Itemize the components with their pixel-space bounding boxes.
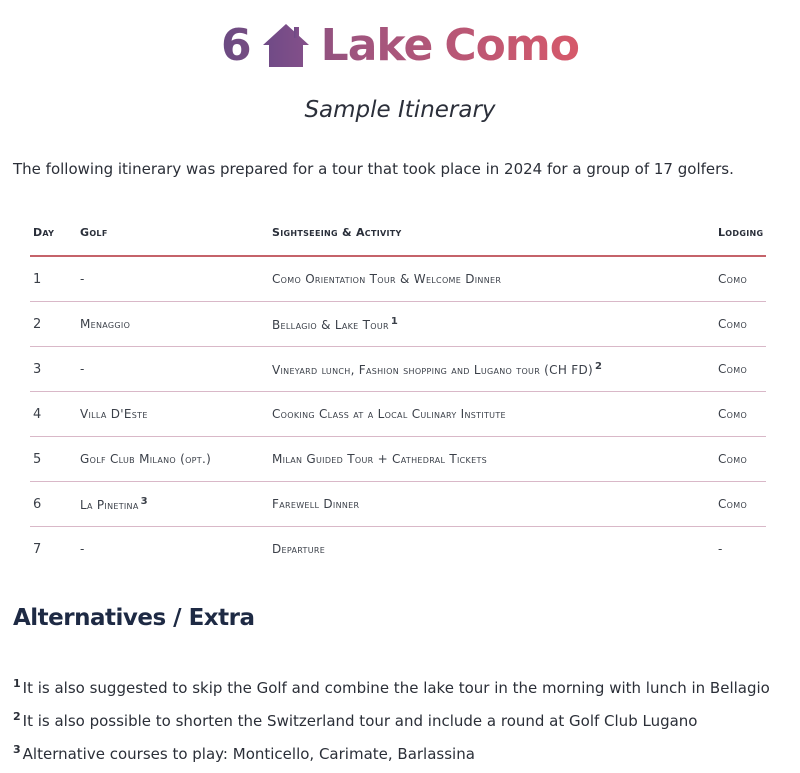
table-row <box>30 347 766 392</box>
footnote <box>13 672 770 705</box>
cell-golf <box>77 392 269 437</box>
cell-lodging <box>715 302 766 347</box>
header-golf: Golf <box>77 210 269 256</box>
cell-sightseeing <box>269 347 715 392</box>
header-lodging: Lodging <box>715 210 766 256</box>
table-header-row <box>30 210 766 256</box>
cell-sightseeing-text: Como Orientation Tour & Welcome Dinner <box>272 272 502 286</box>
cell-lodging-text: Como <box>718 452 748 466</box>
cell-day <box>30 256 77 302</box>
footnote-marker: 1 <box>390 316 399 327</box>
footnote-marker: 3 <box>140 496 148 507</box>
cell-golf-text: La Pinetina <box>80 498 139 512</box>
header-day: Day <box>30 210 77 256</box>
cell-day-text: 4 <box>33 406 42 422</box>
table-row <box>30 482 766 527</box>
cell-sightseeing <box>269 437 715 482</box>
cell-sightseeing-text: Vineyard lunch, Fashion shopping and Lugano tour (CH FD) <box>272 363 594 377</box>
cell-day-text: 3 <box>33 361 42 377</box>
cell-sightseeing-text: Cooking Class at a Local Culinary Institute <box>272 407 506 421</box>
cell-golf <box>77 302 269 347</box>
cell-lodging-text: Como <box>718 362 748 376</box>
cell-lodging-text: Como <box>718 317 748 331</box>
cell-golf-text: - <box>80 542 85 556</box>
cell-day-text: 7 <box>33 541 42 557</box>
cell-day <box>30 527 77 572</box>
cell-lodging <box>715 527 766 572</box>
cell-day-text: 5 <box>33 451 42 467</box>
cell-lodging-text: Como <box>718 497 748 511</box>
cell-day <box>30 302 77 347</box>
cell-lodging <box>715 392 766 437</box>
cell-golf <box>77 482 269 527</box>
table-row <box>30 256 766 302</box>
header-sightseeing: Sightseeing & Activity <box>269 210 715 256</box>
cell-golf <box>77 347 269 392</box>
cell-sightseeing-text: Bellagio & Lake Tour <box>272 318 389 332</box>
cell-sightseeing <box>269 302 715 347</box>
footnote-number: 1 <box>13 677 21 690</box>
cell-sightseeing <box>269 256 715 302</box>
cell-lodging <box>715 347 766 392</box>
cell-golf <box>77 527 269 572</box>
table-row <box>30 302 766 347</box>
itinerary-rows <box>30 256 766 571</box>
footnote-number: 3 <box>13 743 21 756</box>
cell-golf-text: - <box>80 272 85 286</box>
subtitle: Sample Itinerary <box>304 97 496 123</box>
house-icon <box>261 21 311 69</box>
title-number: 6 <box>221 19 251 71</box>
footnote-number: 2 <box>13 710 21 723</box>
itinerary-table <box>30 210 766 571</box>
cell-day <box>30 392 77 437</box>
footnote-marker: 2 <box>595 361 603 372</box>
cell-golf <box>77 437 269 482</box>
title-word-como: Como <box>444 19 579 71</box>
cell-sightseeing-text: Milan Guided Tour + Cathedral Tickets <box>272 452 488 466</box>
cell-sightseeing <box>269 527 715 572</box>
cell-day <box>30 482 77 527</box>
cell-lodging <box>715 482 766 527</box>
cell-sightseeing-text: Farewell Dinner <box>272 497 360 511</box>
cell-golf-text: Golf Club Milano (opt.) <box>80 452 212 466</box>
cell-golf <box>77 256 269 302</box>
title-word-lake: Lake <box>320 19 433 71</box>
cell-sightseeing-text: Departure <box>272 542 326 556</box>
cell-lodging <box>715 256 766 302</box>
table-row <box>30 392 766 437</box>
page-header <box>0 16 800 74</box>
table-row <box>30 527 766 572</box>
cell-sightseeing <box>269 392 715 437</box>
cell-lodging-text: Como <box>718 407 748 421</box>
alternatives-notes <box>13 672 770 771</box>
table-row <box>30 437 766 482</box>
cell-golf-text: Menaggio <box>80 317 131 331</box>
footnote-text: It is also suggested to skip the Golf and combine the lake tour in the morning with lunch in Bellagio <box>22 679 770 697</box>
cell-day-text: 6 <box>33 496 42 512</box>
cell-lodging <box>715 437 766 482</box>
cell-day <box>30 437 77 482</box>
cell-day-text: 1 <box>33 271 42 287</box>
cell-lodging-text: Como <box>718 272 748 286</box>
cell-sightseeing <box>269 482 715 527</box>
cell-golf-text: - <box>80 362 85 376</box>
cell-day-text: 2 <box>33 316 42 332</box>
cell-golf-text: Villa D'Este <box>80 407 148 421</box>
footnote <box>13 705 770 738</box>
footnote-text: Alternative courses to play: Monticello, Carimate, Barlassina <box>22 745 475 763</box>
cell-lodging-text: - <box>718 542 723 556</box>
cell-day <box>30 347 77 392</box>
page-title <box>221 20 579 71</box>
footnote <box>13 738 770 771</box>
footnote-text: It is also possible to shorten the Switzerland tour and include a round at Golf Club Lugano <box>22 712 698 730</box>
alternatives-heading: Alternatives / Extra <box>13 605 255 631</box>
intro-text: The following itinerary was prepared for a tour that took place in 2024 for a group of 17 golfers. <box>13 160 734 178</box>
